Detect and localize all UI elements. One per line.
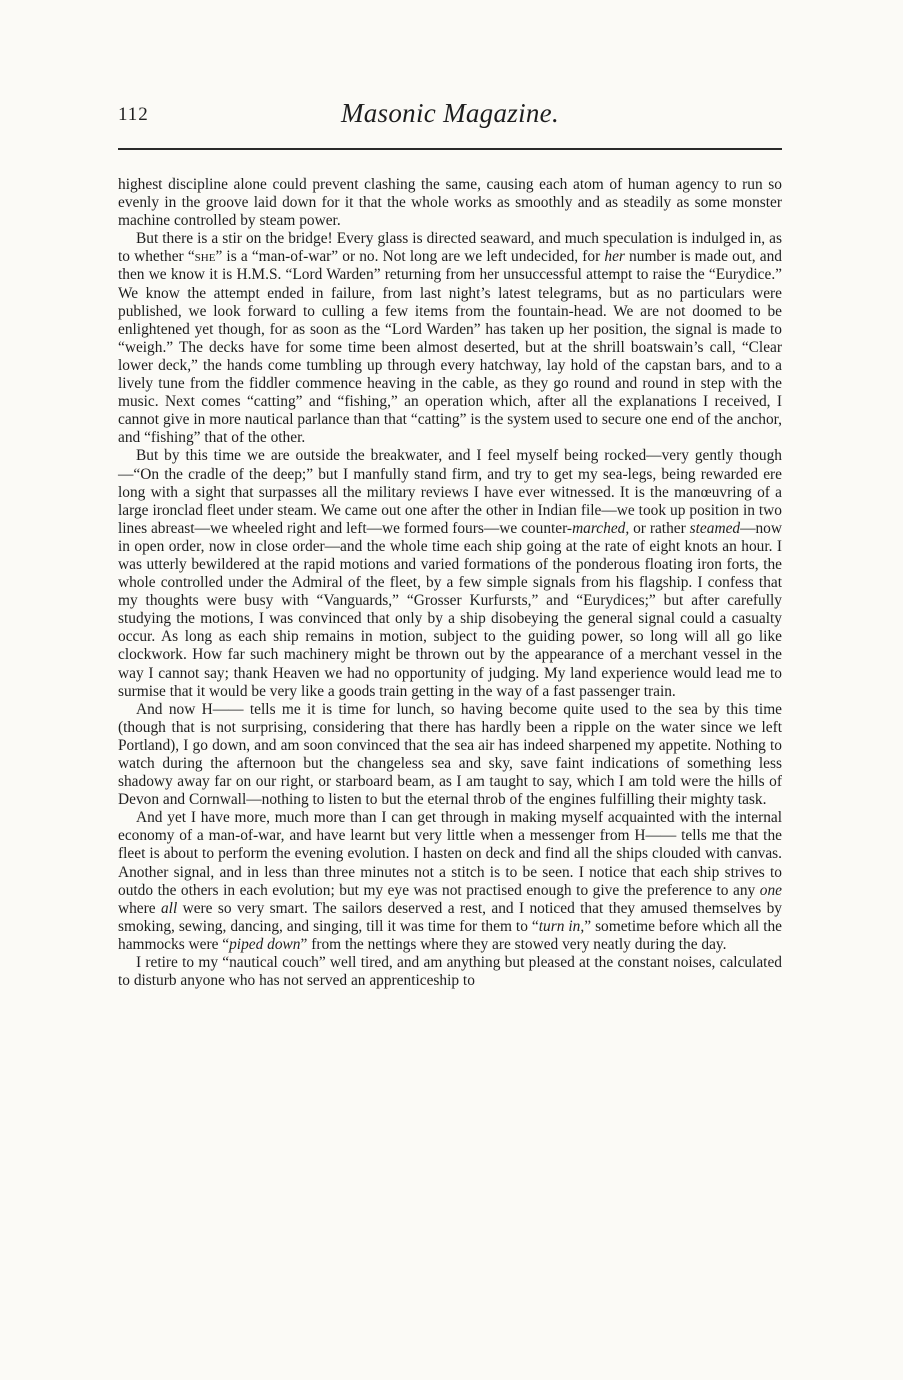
italic-text: piped down xyxy=(229,935,301,953)
text-run: were so very smart. The sailors deserved a rest, and I noticed that they amused themselves by smoking, sewing, dancing, and singing, till it was time for them to “ xyxy=(118,899,783,935)
italic-text: turn in, xyxy=(538,917,585,935)
italic-text: steamed xyxy=(689,519,741,537)
article-body xyxy=(118,176,782,990)
paragraph-1 xyxy=(118,176,782,230)
header-rule xyxy=(118,148,782,150)
running-title: Masonic Magazine. xyxy=(340,98,560,128)
paragraph-4 xyxy=(118,701,782,810)
text-run: I retire to my “nautical couch” well tired, and am anything but pleased at the constant noises, calculated to disturb anyone who has not served an apprenticeship to xyxy=(118,954,782,990)
text-run: ” from the nettings where they are stowed very neatly during the day. xyxy=(300,935,727,953)
page-number: 112 xyxy=(118,104,149,125)
text-run: highest discipline alone could prevent clashing the same, causing each atom of human agency to run so evenly in the groove laid down for it that the whole works as smoothly and as steadily as some monster machine controlled by steam power. xyxy=(118,176,782,230)
text-run: number is made out, and then we know it is H.M.S. “Lord Warden” returning from her unsuccessful attempt to raise the “Eurydice.” We know the attempt ended in failure, from last night’s latest telegrams, but as no particulars were published, we look forward to culling a few items from the fountain-head. We are not doomed to be enlightened yet though, for as soon as the “Lord Warden” has taken up her position, the signal is made to “weigh.” The decks have for some time been almost deserted, but at the shrill boatswain’s call, “Clear lower deck,” the hands come tumbling up through every hatchway, lay hold of the capstan bars, and to a lively tune from the fiddler commence heaving in the cable, as they go round and round in step with the music. Next comes “catting” and “fishing,” an operation which, after all the explanations I received, I cannot give in more nautical parlance than that “catting” is the system used to secure one end of the anchor, and “fishing” that of the other. xyxy=(118,248,782,447)
text-run: And now H—— tells me it is time for lunch, so having become quite used to the sea by this time (though that is not surprising, considering that there has hardly been a ripple on the water since we left Portland), I go down, and am soon convinced that the sea air has indeed sharpened my appetite. Nothing to watch during the afternoon but the changeless sea and sky, save faint indications of something less shadowy away far on our right, or starboard beam, as I am taught to say, which I am told were the hills of Devon and Cornwall—nothing to listen to but the eternal throb of the engines fulfilling their mighty task. xyxy=(118,700,782,809)
paragraph-6 xyxy=(118,954,782,990)
italic-text: her xyxy=(604,248,625,266)
text-run: —now in open order, now in close order—and the whole time each ship going at the rate of eight knots an hour. I was utterly bewildered at the rapid motions and varied formations of the ponderous floating iron forts, the whole controlled under the Admiral of the fleet, by a few simple signals from his flagship. I confess that my thoughts were busy with “Vanguards,” “Grosser Kurfursts,” and “Eurydices;” but after carefully studying the motions, I was convinced that only by a ship disobeying the general signal could a casualty occur. As long as each ship remains in motion, subject to the guiding power, so long will all go like clockwork. How far such machinery might be thrown out by the appearance of a merchant vessel in the way I cannot say; thank Heaven we had no opportunity of judging. My land experience would lead me to surmise that it would be very like a goods train getting in the way of a fast passenger train. xyxy=(118,519,782,700)
paragraph-5 xyxy=(118,809,782,954)
text-run: or rather xyxy=(629,519,690,537)
italic-text: marched, xyxy=(572,519,630,537)
italic-text: one xyxy=(759,881,782,899)
page-header xyxy=(118,80,782,130)
text-run: ” sometime before which all the hammocks were “ xyxy=(118,917,783,953)
small-caps-text: she xyxy=(194,248,216,266)
paragraph-2 xyxy=(118,230,782,447)
text-run: But there is a stir on the bridge! Every glass is directed seaward, and much speculation is indulged in, as to whether “ xyxy=(118,230,782,266)
text-run: And yet I have more, much more than I can get through in making myself acquainted with the internal economy of a man-of-war, and have learnt but very little when a messenger from H—— tells me that the fleet is about to perform the evening evolution. I hasten on deck and find all the ships clouded with canvas. Another signal, and in less than three minutes not a stitch is to be seen. I notice that each ship strives to outdo the others in each evolution; but my eye was not practised enough to give the preference to any xyxy=(118,809,782,899)
paragraph-3 xyxy=(118,447,782,700)
italic-text: all xyxy=(160,899,178,917)
text-run: But by this time we are outside the breakwater, and I feel myself being rocked—very gently though—“On the cradle of the deep;” but I manfully stand firm, and try to get my sea-legs, being rewarded ere long with a sight that surpasses all the military reviews I have ever witnessed. It is the manœuvring of a large ironclad fleet under steam. We came out one after the other in Indian file—we took up position in two lines abreast—we wheeled right and left—we formed fours—we counter- xyxy=(118,447,782,537)
text-run: where xyxy=(118,899,161,917)
text-run: ” is a “man-of-war” or no. Not long are we left undecided, for xyxy=(215,248,605,266)
